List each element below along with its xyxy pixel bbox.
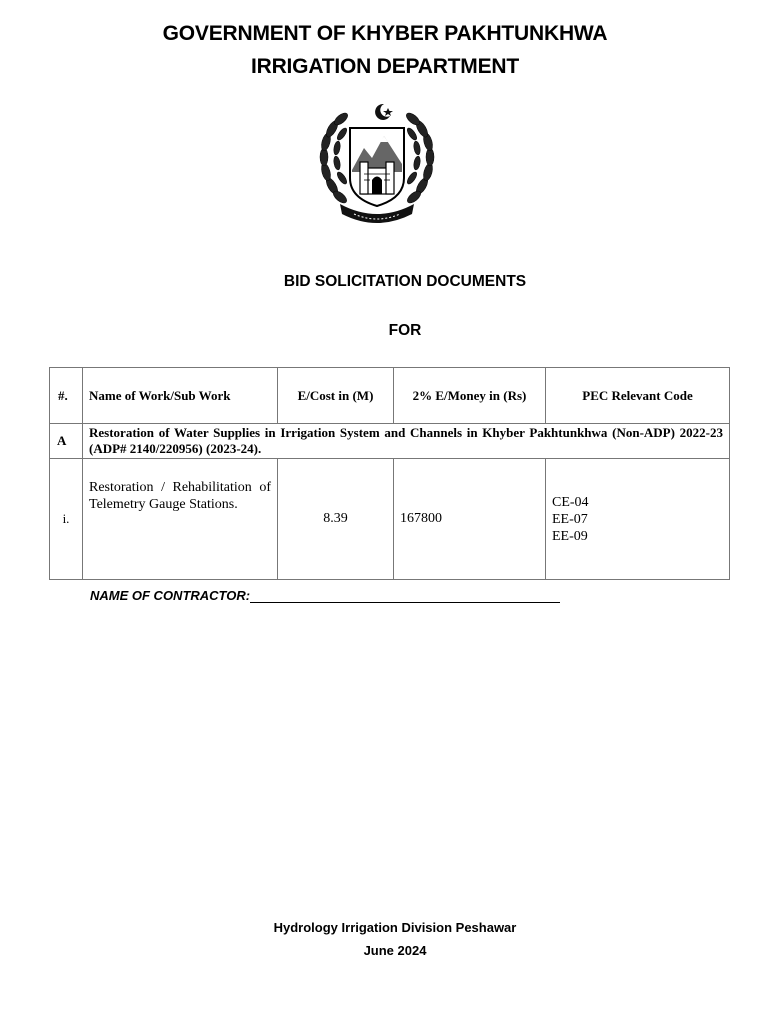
contractor-label: NAME OF CONTRACTOR: <box>90 588 251 603</box>
row-earnest-money: 167800 <box>394 459 546 580</box>
table-row <box>50 459 730 580</box>
document-subheading: FOR <box>388 322 422 339</box>
header-earnest-money: 2% E/Money in (Rs) <box>394 368 546 424</box>
pec-code: EE-09 <box>552 528 588 544</box>
government-emblem-icon <box>318 100 436 224</box>
row-pec-codes <box>546 459 730 580</box>
works-table <box>49 367 730 580</box>
header-work-name: Name of Work/Sub Work <box>83 368 278 424</box>
document-date: June 2024 <box>363 943 427 958</box>
row-work-name: Restoration / Rehabilitation of Telemetry Gauge Stations. <box>83 459 278 580</box>
contractor-field <box>90 588 560 603</box>
division-name: Hydrology Irrigation Division Peshawar <box>273 920 517 935</box>
department-title: IRRIGATION DEPARTMENT <box>250 55 519 78</box>
government-title: GOVERNMENT OF KHYBER PAKHTUNKHWA <box>162 22 608 45</box>
document-heading: BID SOLICITATION DOCUMENTS <box>283 273 527 290</box>
section-id: A <box>50 424 83 459</box>
section-title: Restoration of Water Supplies in Irrigation System and Channels in Khyber Pakhtunkhwa (Non-ADP) 2022-23 (ADP# 2140/220956) (2023-24). <box>83 424 730 459</box>
pec-code: CE-04 <box>552 494 589 510</box>
table-header-row <box>50 368 730 424</box>
header-number: #. <box>50 368 83 424</box>
section-row <box>50 424 730 459</box>
header-estimated-cost: E/Cost in (M) <box>278 368 394 424</box>
contractor-name-blank <box>250 589 560 603</box>
row-number: i. <box>50 459 83 580</box>
pec-code: EE-07 <box>552 511 588 527</box>
header-pec-code: PEC Relevant Code <box>546 368 730 424</box>
row-estimated-cost: 8.39 <box>278 459 394 580</box>
